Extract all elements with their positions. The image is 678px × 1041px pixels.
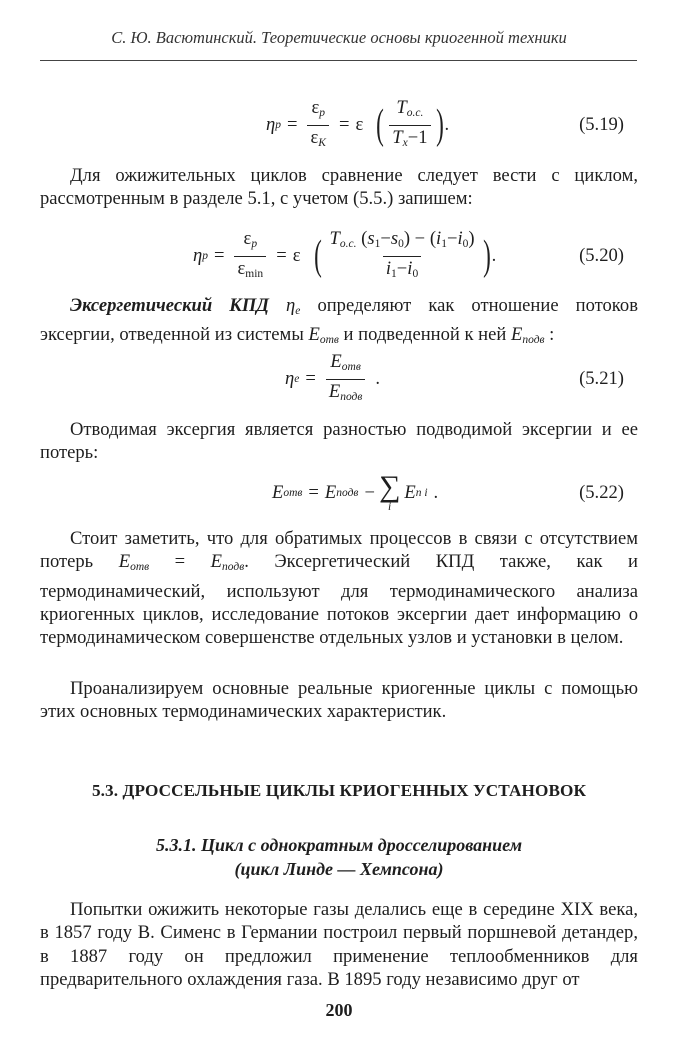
equation-number: (5.22) — [579, 482, 624, 503]
equation-5-22: E отв = E подв − ∑ i E п i . (5.22) — [272, 470, 624, 513]
equation-number: (5.19) — [579, 114, 624, 135]
paragraph-1: Для ожижительных циклов сравнение следует вести с циклом, рассмотренным в разделе 5.1, с учетом (5.5.) запишем: — [40, 165, 638, 210]
page-number: 200 — [325, 1000, 353, 1020]
paragraph-5: Проанализируем основные реальные криогенные циклы с помощью этих основных термодинамических характеристик. — [40, 678, 638, 723]
paragraph-3: Отводимая эксергия является разностью подводимой эксергии и ее потерь: — [40, 419, 638, 464]
header-rule — [40, 60, 637, 61]
subsection-heading-line-1: 5.3.1. Цикл с однократным дросселированием — [155, 835, 523, 855]
equation-number: (5.20) — [579, 245, 624, 266]
equation-5-21: η e = $\frac{E_{отв}}{E_{подв}}$ . (5.21) — [40, 349, 638, 409]
paragraph-6: Попытки ожижить некоторые газы делались еще в середине XIX века, в 1857 году В. Сименс в Германии построил первый поршневой детандер, в 1887 году он предложил применение теплообменников для предварительного охлаждения газа. В 1895 году независимо друг от — [40, 899, 638, 990]
subsection-heading — [40, 833, 638, 881]
paragraph-2: Эксергетический КПД $\eta_e$ определяют как отношение потоков эксергии, отведенной из системы $E_{отв}$ и подведенной к ней $E_{подв}$ : — [40, 295, 638, 347]
section-heading: 5.3. ДРОССЕЛЬНЫЕ ЦИКЛЫ КРИОГЕННЫХ УСТАНОВОК — [91, 781, 587, 800]
equation-5-19: η p = $\frac{\varepsilon_p}{\varepsilon_K}$ = ε ( $\frac{T_{o.c.}}{T_x-1}$ ) . (5.19) — [40, 95, 638, 155]
equation-number: (5.21) — [579, 368, 624, 389]
running-head: С. Ю. Васютинский. Теоретические основы криогенной техники — [111, 28, 567, 47]
subsection-heading-line-2: (цикл Линде — Хемпсона) — [234, 859, 444, 879]
equation-5-20: η p = $\frac{\varepsilon_p}{\varepsilon_{min}}$ = ε ( $\frac{T_{o.c.} (s_1-s_0) - (i_1-i_0)}{i_1-i_0}$ ) . (5.20) — [40, 223, 638, 289]
paragraph-4: Стоит заметить, что для обратимых процессов в связи с отсутствием потерь $E_{отв} = E_{подв}$. Эксергетический КПД также, как и термодинамический, используют для термодинамического анализа криогенных циклов, исследование потоков эксергии дает информацию о термодинамическом совершенстве отдельных узлов и установки в целом. — [40, 528, 638, 649]
